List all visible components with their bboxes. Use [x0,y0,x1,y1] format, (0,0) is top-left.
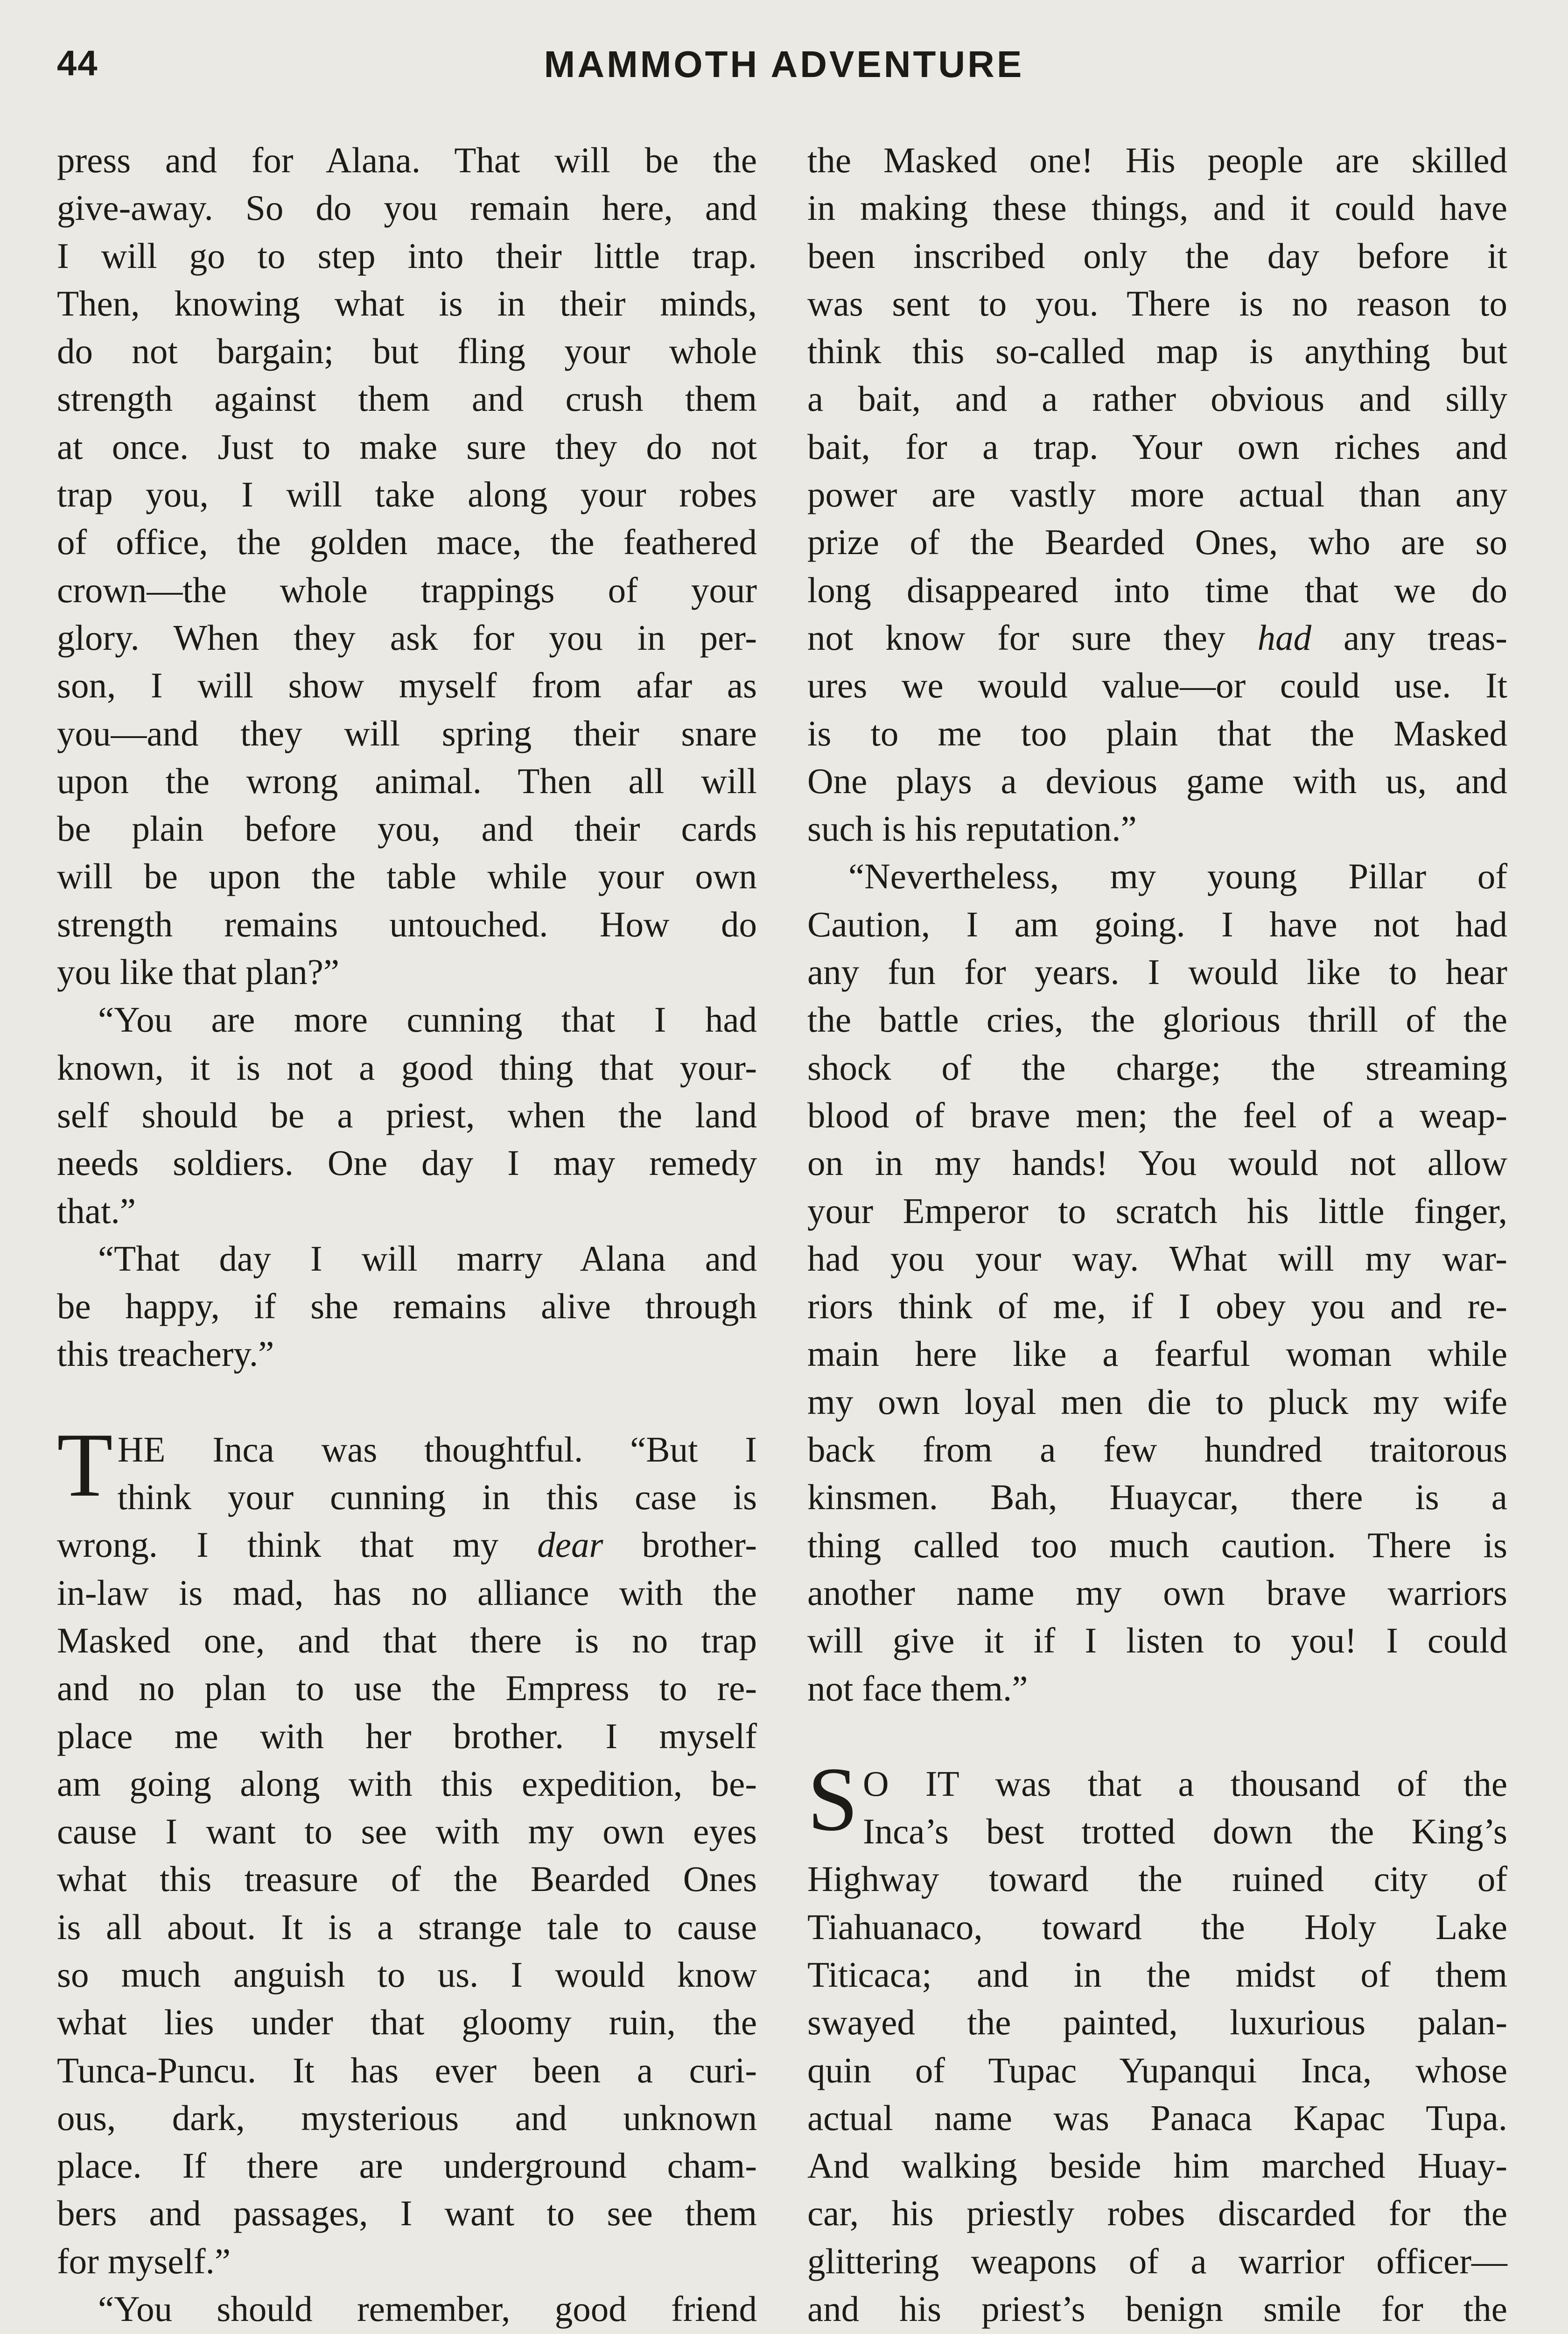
text-line: so much anguish to us. I would know [57,1954,757,1995]
text-line: kinsmen. Bah, Huaycar, there is a [807,1477,1507,1518]
text-line: power are vastly more actual than any [807,474,1507,515]
right-text-column [807,136,1507,2334]
text-line: I will go to step into their little trap. [57,235,757,276]
emphasis-text: dear [537,1525,603,1565]
drop-cap-letter: S [807,1748,859,1850]
text-line: prize of the Bearded Ones, who are so [807,522,1507,562]
text-line: quin of Tupac Yupanqui Inca, whose [807,2050,1507,2090]
text-line: car, his priestly robes discarded for the [807,2193,1507,2234]
running-title: MAMMOTH ADVENTURE [544,43,1024,85]
text-line: “Nevertheless, my young Pillar of [848,856,1507,897]
text-line: that.” [57,1190,136,1231]
text-line: swayed the painted, luxurious palan- [807,2002,1507,2043]
text-line: HE Inca was thoughtful. “But I [117,1429,757,1469]
text-line: strength remains untouched. How do [57,904,757,944]
text-line: upon the wrong animal. Then all will [57,760,757,801]
text-line: do not bargain; but fling your whole [57,331,757,372]
text-line: shock of the charge; the streaming [807,1047,1507,1088]
page-number: 44 [57,43,98,83]
text-line: what lies under that gloomy ruin, the [57,2002,757,2043]
text-line: ous, dark, mysterious and unknown [57,2097,757,2138]
text-line: you—and they will spring their snare [57,713,757,753]
text-line: Tunca-Puncu. It has ever been a curi- [57,2050,757,2090]
text-line: is all about. It is a strange tale to cause [57,1906,757,1947]
text-line: crown—the whole trappings of your [57,569,757,610]
text-line: any fun for years. I would like to hear [807,952,1507,992]
text-line: will be upon the table while your own [57,856,757,897]
text-line: you like that plan?” [57,952,340,992]
text-line: glittering weapons of a warrior officer— [807,2241,1507,2281]
text-line: your Emperor to scratch his little finger, [807,1190,1507,1231]
text-line: been inscribed only the day before it [807,235,1507,276]
text-line: Then, knowing what is in their minds, [57,283,757,323]
text-line: bait, for a trap. Your own riches and [807,426,1507,467]
text-line: not face them.” [807,1668,1028,1708]
text-line: the battle cries, the glorious thrill of the [807,999,1507,1040]
text-line: give-away. So do you remain here, and [57,188,757,228]
text-line: be plain before you, and their cards [57,808,757,849]
text-line: trap you, I will take along your robes [57,474,757,515]
drop-cap-letter: T [57,1414,113,1516]
text-line: another name my own brave warriors [807,1572,1507,1613]
text-line: not know for sure they had any treas- [807,617,1508,658]
text-line: “That day I will marry Alana and [98,1238,757,1279]
text-line: known, it is not a good thing that your- [57,1047,757,1088]
text-line: for myself.” [57,2241,231,2281]
left-text-column [57,136,757,2334]
text-line: bers and passages, I want to see them [57,2193,757,2234]
text-line: glory. When they ask for you in per- [57,617,757,658]
text-line: am going along with this expedition, be- [57,1763,757,1804]
text-line: place me with her brother. I myself [57,1715,757,1756]
text-line: blood of brave men; the feel of a weap- [807,1095,1507,1135]
text-line: Tiahuanaco, toward the Holy Lake [807,1906,1507,1947]
text-line: Inca’s best trotted down the King’s [863,1811,1507,1852]
text-line: is to me too plain that the Masked [807,713,1507,753]
text-line: had you your way. What will my war- [807,1238,1507,1279]
text-line: a bait, and a rather obvious and silly [807,379,1507,419]
text-line: wrong. I think that my dear brother- [57,1525,757,1565]
text-line: main here like a fearful woman while [807,1334,1507,1374]
text-line: cause I want to see with my own eyes [57,1811,757,1852]
text-line: press and for Alana. That will be the [57,140,757,180]
text-line: in making these things, and it could have [807,188,1507,228]
text-line: the Masked one! His people are skilled [807,140,1507,180]
paragraph-drop-cap [807,1748,1507,1856]
text-line: Highway toward the ruined city of [807,1859,1507,1899]
text-line: was sent to you. There is no reason to [807,283,1507,323]
text-line: ures we would value—or could use. It [807,665,1507,706]
text-line: my own loyal men die to pluck my wife [807,1381,1507,1422]
text-line: riors think of me, if I obey you and re- [807,1286,1507,1327]
text-line: on in my hands! You would not allow [807,1143,1507,1183]
text-line: back from a few hundred traitorous [807,1429,1507,1470]
text-line: One plays a devious game with us, and [807,760,1507,801]
text-line: place. If there are underground cham- [57,2145,757,2186]
text-line: “You should remember, good friend [98,2289,757,2329]
text-line: what this treasure of the Bearded Ones [57,1859,757,1899]
text-line: And walking beside him marched Huay- [807,2145,1507,2186]
text-line: needs soldiers. One day I may remedy [57,1143,757,1183]
text-line: and no plan to use the Empress to re- [57,1668,757,1708]
text-line: “You are more cunning that I had [98,999,757,1040]
text-line: and his priest’s benign smile for the [807,2289,1507,2329]
text-line: of office, the golden mace, the feathered [57,522,757,562]
text-line: actual name was Panaca Kapac Tupa. [807,2097,1507,2138]
text-line: Caution, I am going. I have not had [807,904,1507,944]
text-line: long disappeared into time that we do [807,569,1507,610]
text-line: in-law is mad, has no alliance with the [57,1572,757,1613]
text-line: think this so-called map is anything but [807,331,1507,372]
text-line: think your cunning in this case is [117,1477,757,1518]
text-line: O IT was that a thousand of the [863,1763,1507,1804]
text-line: Titicaca; and in the midst of them [807,1954,1507,1995]
paragraph-drop-cap [57,1414,757,1521]
text-line: at once. Just to make sure they do not [57,426,757,467]
text-line: son, I will show myself from afar as [57,665,757,706]
text-line: such is his reputation.” [807,808,1137,849]
text-line: strength against them and crush them [57,379,757,419]
text-line: will give it if I listen to you! I could [807,1620,1507,1661]
emphasis-text: had [1257,617,1312,658]
text-line: thing called too much caution. There is [807,1525,1507,1565]
text-line: Masked one, and that there is no trap [57,1620,757,1660]
text-line: be happy, if she remains alive through [57,1286,757,1327]
text-line: this treachery.” [57,1334,274,1374]
text-line: self should be a priest, when the land [57,1095,757,1135]
